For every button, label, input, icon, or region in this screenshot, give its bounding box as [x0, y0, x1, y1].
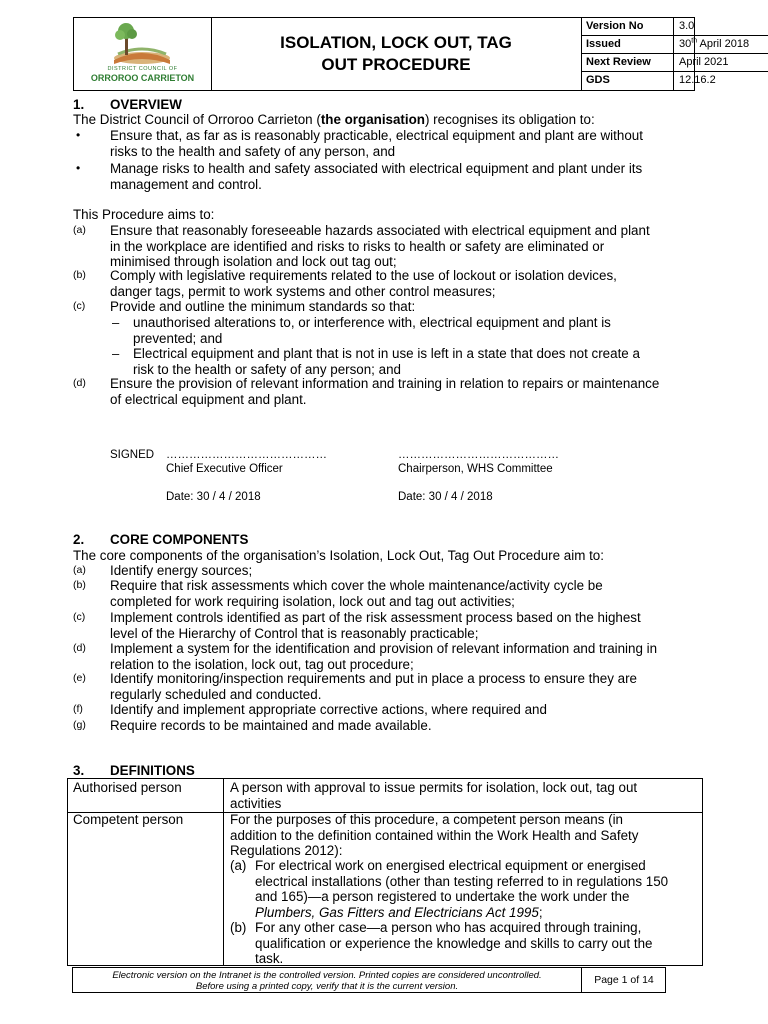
core-item-b: Require that risk assessments which cover the whole maintenance/activity cycle be completed for work requiring isolation, lock out and tag out activities;	[110, 578, 603, 609]
section-2-heading: CORE COMPONENTS	[110, 532, 249, 547]
dash-marker: –	[112, 315, 120, 330]
def-competent-person: For the purposes of this procedure, a competent person means (in addition to the definition contained within the Work Health and Safety Regulations 2012):	[230, 812, 639, 858]
document-footer	[72, 967, 666, 993]
section-1-heading: OVERVIEW	[110, 97, 182, 112]
list-marker: (a)	[73, 564, 86, 576]
table-divider	[223, 779, 224, 965]
term-authorised-person: Authorised person	[73, 780, 182, 795]
overview-bullet-2: Manage risks to health and safety associated with electrical equipment and plant under its management and control.	[110, 161, 643, 192]
aim-d: Ensure the provision of relevant information and training in relation to repairs or maintenance of electrical equipment and plant.	[110, 376, 660, 407]
meta-key: Version No	[581, 18, 674, 36]
aims-intro: This Procedure aims to:	[73, 207, 215, 222]
bullet-marker: •	[76, 128, 81, 142]
section-1-intro: The District Council of Orroroo Carrieton (the organisation) recognises its obligation to:	[73, 112, 595, 127]
core-item-c: Implement controls identified as part of the risk assessment process based on the highest level of the Hierarchy of Control that is reasonably practicable;	[110, 610, 641, 641]
list-marker: (g)	[73, 719, 86, 731]
meta-key: Next Review	[581, 54, 674, 72]
list-marker: (d)	[73, 377, 86, 389]
aim-c: Provide and outline the minimum standards so that:	[110, 299, 416, 314]
overview-bullet-1: Ensure that, as far as is reasonably practicable, electrical equipment and plant are without risks to the health and safety of any person, and	[110, 128, 643, 159]
meta-key: Issued	[581, 36, 674, 54]
list-marker: (a)	[230, 858, 247, 873]
signature-line-chair: ……………………………………	[398, 449, 559, 461]
meta-row-gds	[581, 72, 768, 90]
title-line-1: ISOLATION, LOCK OUT, TAG	[280, 33, 512, 52]
chair-date: Date: 30 / 4 / 2018	[398, 491, 493, 503]
list-marker: (a)	[73, 224, 86, 236]
section-3-number: 3.	[73, 763, 85, 778]
core-item-g: Require records to be maintained and made available.	[110, 718, 432, 733]
signature-line-ceo: ……………………………………	[166, 449, 327, 461]
list-marker: (d)	[73, 642, 86, 654]
aim-b: Comply with legislative requirements related to the use of lockout or isolation devices, danger tags, permit to work systems and other control measures;	[110, 268, 617, 299]
core-item-f: Identify and implement appropriate corrective actions, where required and	[110, 702, 547, 717]
aim-c-sub-2: Electrical equipment and plant that is not in use is left in a state that does not create a risk to the health or safety of any person; and	[133, 346, 640, 377]
list-marker: (b)	[73, 579, 86, 591]
core-item-a: Identify energy sources;	[110, 563, 253, 578]
signed-label: SIGNED	[110, 449, 155, 461]
council-logo	[74, 18, 212, 90]
term-competent-person: Competent person	[73, 812, 184, 827]
meta-key: GDS	[581, 72, 674, 90]
logo-title: ORROROO CARRIETON	[90, 73, 195, 83]
list-marker: (e)	[73, 672, 86, 684]
document-header	[73, 17, 750, 91]
document-title	[211, 18, 582, 90]
section-3-heading: DEFINITIONS	[110, 763, 195, 778]
logo-subtitle: DISTRICT COUNCIL OF	[107, 66, 178, 72]
list-marker: (c)	[73, 300, 86, 312]
chair-role: Chairperson, WHS Committee	[398, 463, 553, 475]
meta-row-next-review	[581, 54, 768, 72]
def-authorised-person: A person with approval to issue permits for isolation, lock out, tag out activities	[230, 780, 638, 811]
list-marker: (b)	[73, 269, 86, 281]
title-line-2: OUT PROCEDURE	[321, 55, 471, 74]
page-number: Page 1 of 14	[594, 974, 654, 986]
bullet-marker: •	[76, 161, 81, 175]
meta-value: 30th April 2018	[674, 36, 768, 54]
meta-value: 3.0	[674, 18, 768, 36]
dash-marker: –	[112, 346, 120, 361]
core-item-d: Implement a system for the identification and provision of relevant information and training in relation to the isolation, lock out, tag out procedure;	[110, 641, 658, 672]
ceo-role: Chief Executive Officer	[166, 463, 283, 475]
meta-value: April 2021	[674, 54, 768, 72]
ceo-date: Date: 30 / 4 / 2018	[166, 491, 261, 503]
meta-value: 12.16.2	[679, 74, 716, 86]
meta-row-version	[581, 18, 768, 36]
meta-row-issued	[581, 36, 768, 54]
section-2-number: 2.	[73, 532, 85, 547]
control-notice: Electronic version on the Intranet is the controlled version. Printed copies are considered uncontrolled. Before using a printed copy, verify that it is the current version.	[112, 970, 542, 992]
list-marker: (c)	[73, 611, 86, 623]
list-marker: (f)	[73, 703, 83, 715]
section-1-number: 1.	[73, 97, 85, 112]
definitions-table	[67, 778, 703, 966]
aim-a: Ensure that reasonably foreseeable hazards associated with electrical equipment and plant in the workplace are identified and risks to risks to health or safety are eliminated or minimised through isolation and lock out tag out;	[110, 223, 650, 269]
core-item-e: Identify monitoring/inspection requirements and put in place a process to ensure they are regularly scheduled and conducted.	[110, 671, 638, 702]
section-2-intro: The core components of the organisation’s Isolation, Lock Out, Tag Out Procedure aim to:	[73, 548, 604, 563]
def-competent-sub-b: For any other case—a person who has acquired through training, qualification or experience the knowledge and skills to carry out the task.	[255, 920, 653, 966]
aim-c-sub-1: unauthorised alterations to, or interference with, electrical equipment and plant is prevented; and	[133, 315, 611, 346]
def-competent-sub-a: For electrical work on energised electrical equipment or energised electrical installations (other than testing referred to in regulations 150 and 165)—a person registered to undertake the work under the Plumbers, Gas Fitters and Electricians Act 1995;	[255, 858, 669, 920]
list-marker: (b)	[230, 920, 247, 935]
